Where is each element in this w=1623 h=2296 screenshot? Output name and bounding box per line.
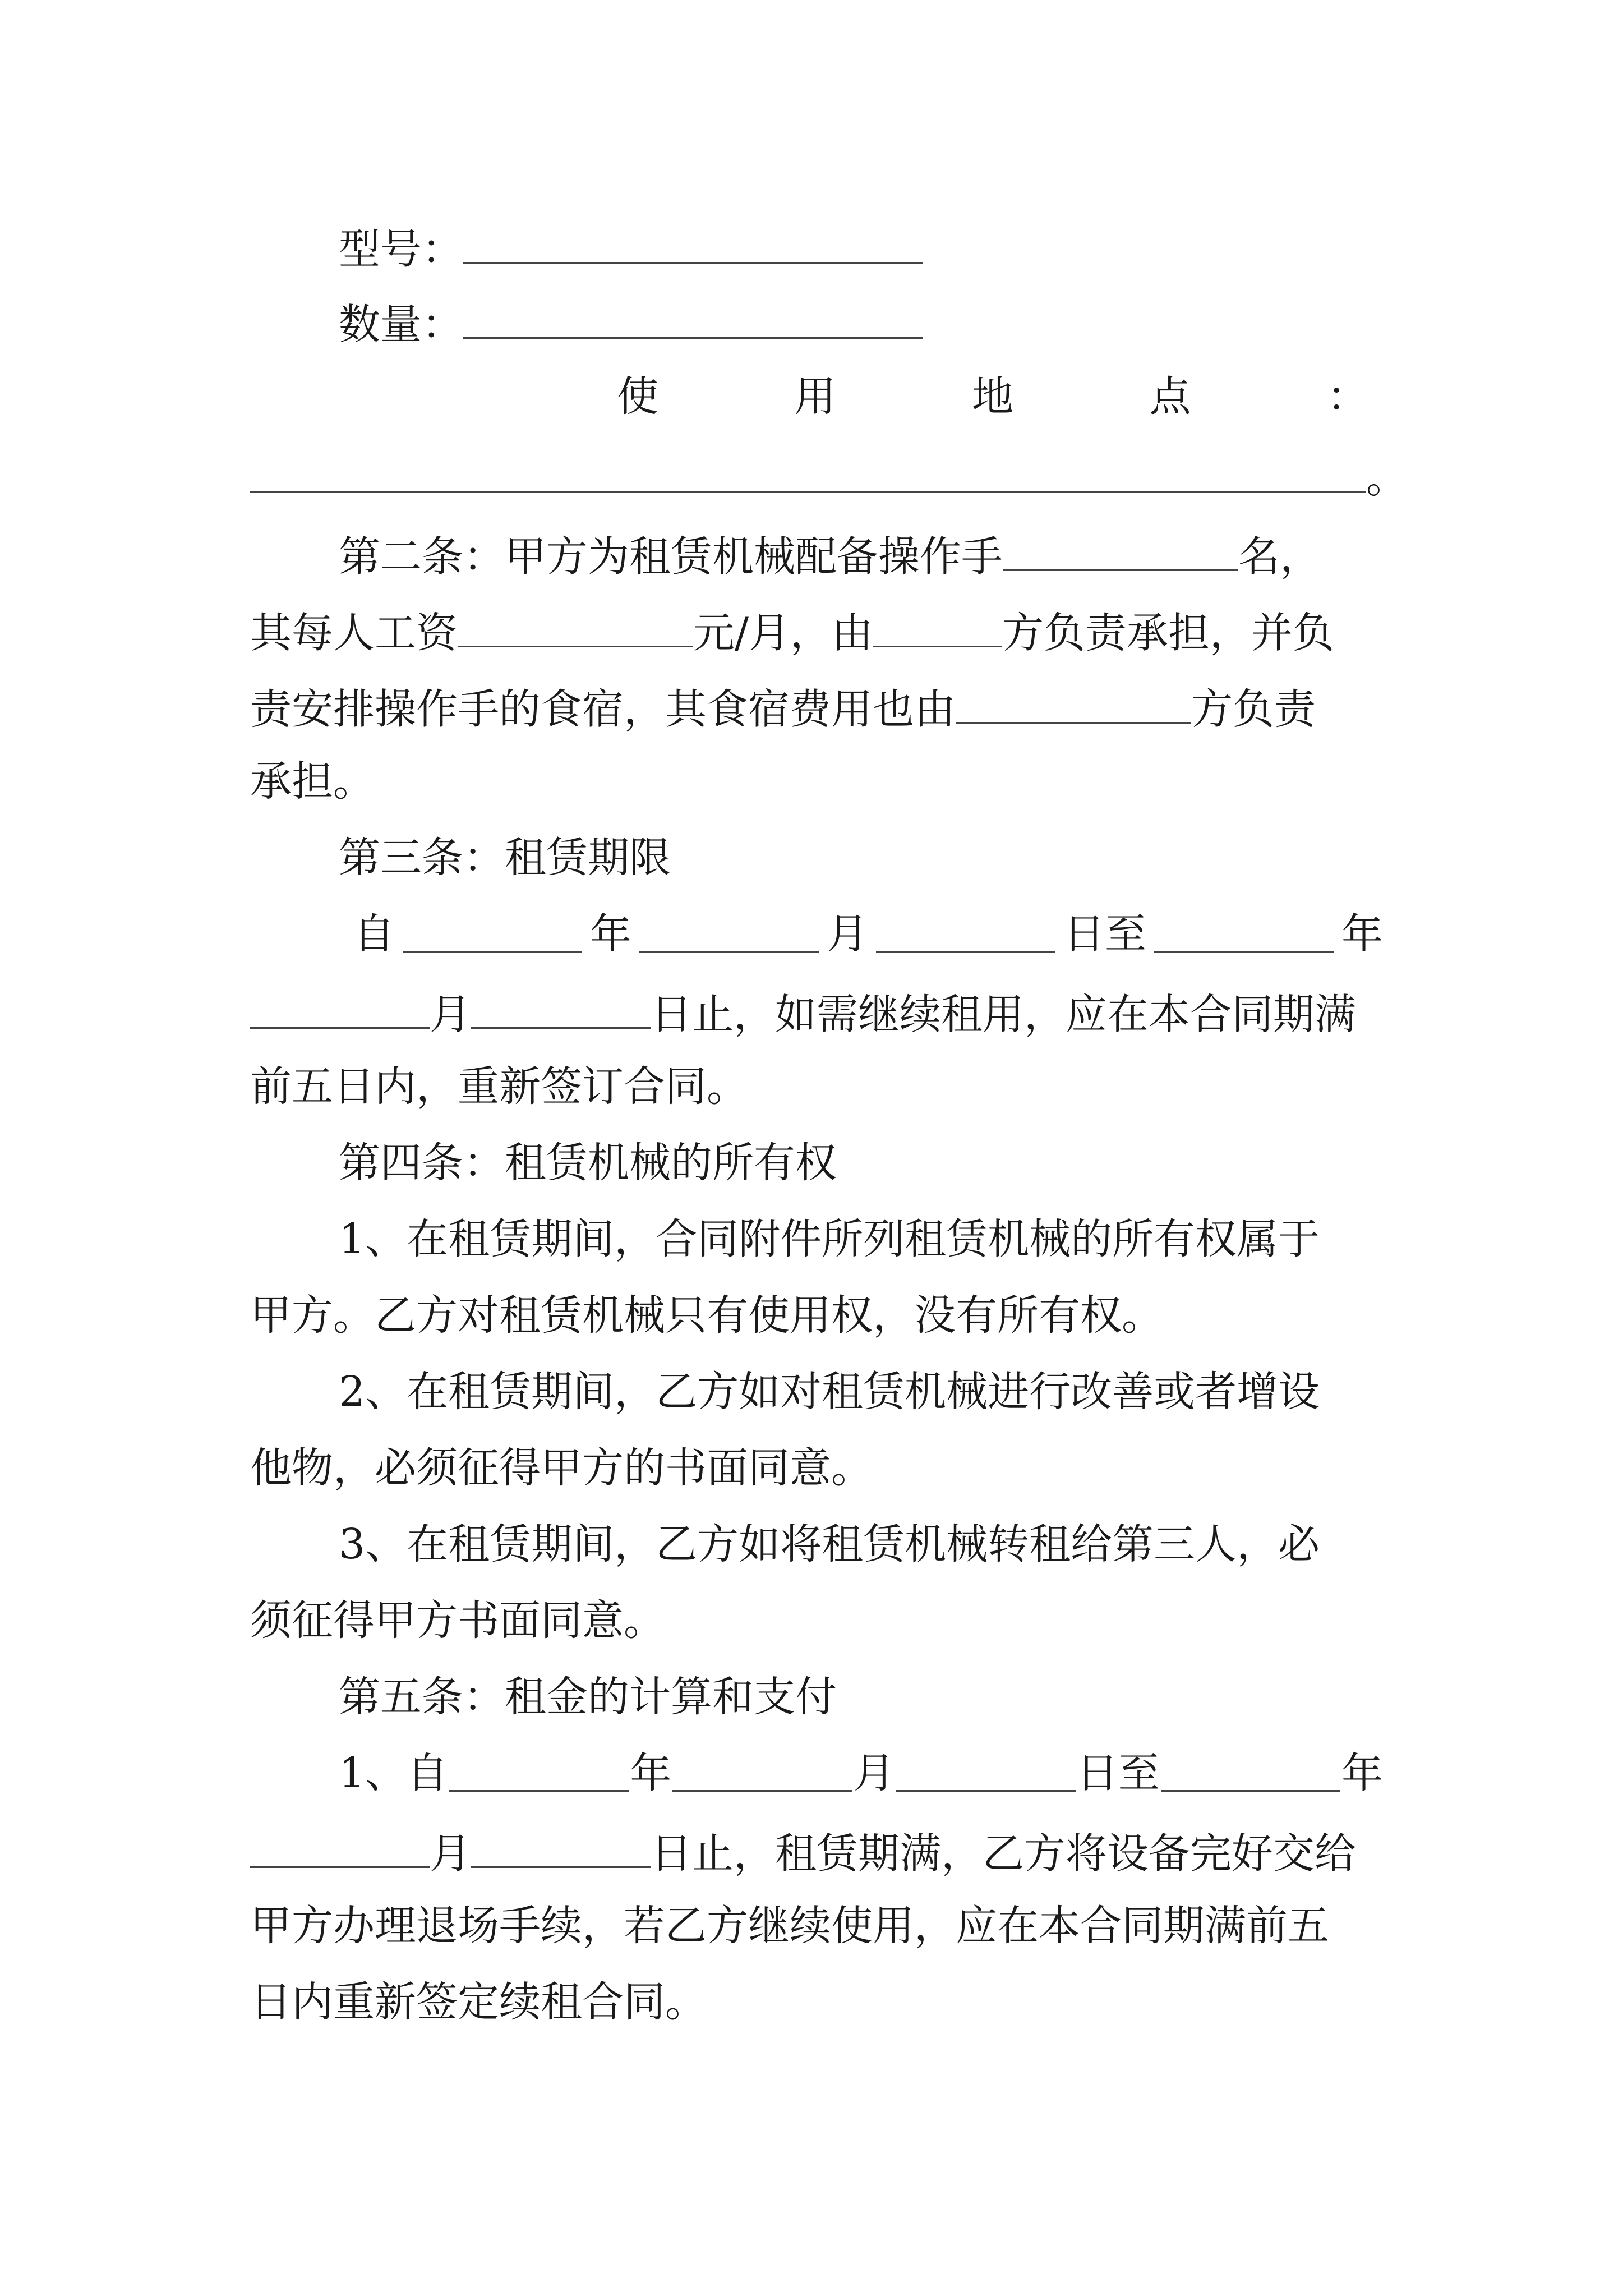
art4-title: 第四条：租赁机械的所有权 bbox=[339, 1139, 837, 1187]
art4-p3-line-2: 须征得甲方书面同意。 bbox=[250, 1596, 665, 1645]
pay-start-day-blank[interactable] bbox=[896, 1752, 1076, 1792]
art2-text: 承担。 bbox=[250, 757, 375, 806]
model-blank[interactable] bbox=[463, 224, 923, 264]
start-month-blank[interactable] bbox=[639, 913, 819, 953]
model-line bbox=[339, 224, 1472, 274]
art2-text: 元/月，由 bbox=[693, 609, 873, 657]
pay-start-month-blank[interactable] bbox=[672, 1752, 852, 1792]
end-month-blank[interactable] bbox=[250, 990, 430, 1029]
art5-text: 月 bbox=[430, 1829, 471, 1878]
location-char: 用 bbox=[794, 372, 836, 421]
model-label: 型号： bbox=[339, 225, 463, 274]
art5-text: 年 bbox=[1341, 1749, 1383, 1797]
location-char: ： bbox=[1327, 372, 1368, 421]
start-year-blank[interactable] bbox=[403, 913, 582, 953]
art5-text: 1、自 bbox=[339, 1749, 449, 1797]
salary-blank[interactable] bbox=[458, 608, 693, 647]
art2-text: 方负责 bbox=[1191, 685, 1316, 734]
art4-p2-line-2: 他物，必须征得甲方的书面同意。 bbox=[250, 1444, 873, 1492]
art5-line-3: 甲方办理退场手续，若乙方继续使用，应在本合同期满前五 bbox=[250, 1902, 1329, 1950]
art2-text: 其每人工资 bbox=[250, 609, 458, 657]
art3-text: 年 bbox=[1341, 910, 1383, 958]
art5-text: 日至 bbox=[1076, 1749, 1160, 1797]
art2-text: 责安排操作手的食宿，其食宿费用也由 bbox=[250, 685, 956, 734]
location-period: 。 bbox=[1366, 454, 1408, 503]
art4-p1-line-2: 甲方。乙方对租赁机械只有使用权，没有所有权。 bbox=[250, 1291, 1163, 1340]
quantity-blank[interactable] bbox=[463, 300, 923, 339]
art3-line-3: 前五日内，重新签订合同。 bbox=[250, 1062, 748, 1111]
location-char: 点 bbox=[1149, 372, 1191, 421]
pay-end-month-blank[interactable] bbox=[250, 1829, 430, 1868]
end-year-blank[interactable] bbox=[1154, 913, 1334, 953]
art5-text: 年 bbox=[630, 1749, 672, 1797]
art2-line-3 bbox=[250, 684, 1383, 734]
start-day-blank[interactable] bbox=[876, 913, 1055, 953]
art2-text: 方负责承担，并负 bbox=[1002, 609, 1334, 657]
art2-line-1 bbox=[339, 532, 1472, 581]
art5-text: 日止，租赁期满，乙方将设备完好交给 bbox=[651, 1829, 1356, 1878]
location-fill-line bbox=[250, 453, 1408, 503]
art3-date-line-2 bbox=[250, 990, 1383, 1039]
art4-p2-line-1: 2、在租赁期间，乙方如对租赁机械进行改善或者增设 bbox=[339, 1368, 1320, 1416]
art2-text: 名， bbox=[1238, 532, 1321, 581]
salary-party-blank[interactable] bbox=[873, 608, 1002, 647]
art5-title: 第五条：租金的计算和支付 bbox=[339, 1673, 837, 1721]
art3-text: 月 bbox=[430, 990, 471, 1039]
art3-title: 第三条：租赁期限 bbox=[339, 834, 671, 882]
art2-line-4 bbox=[250, 757, 1383, 806]
art5-date-line-2 bbox=[250, 1829, 1383, 1878]
art5-text: 月 bbox=[853, 1749, 895, 1797]
location-char: 地 bbox=[972, 372, 1013, 421]
art4-p3-line-1: 3、在租赁期间，乙方如将租赁机械转租给第三人，必 bbox=[339, 1520, 1320, 1568]
location-char: 使 bbox=[617, 372, 658, 421]
art2-line-2 bbox=[250, 608, 1383, 657]
art3-text: 月 bbox=[827, 910, 868, 958]
art3-text: 日至 bbox=[1063, 910, 1146, 958]
art3-text: 自 bbox=[353, 910, 395, 958]
art3-text: 年 bbox=[590, 910, 631, 958]
art2-text: 第二条：甲方为租赁机械配备操作手 bbox=[339, 532, 1003, 581]
art4-p1-line-1: 1、在租赁期间，合同附件所列租赁机械的所有权属于 bbox=[339, 1215, 1320, 1263]
pay-end-day-blank[interactable] bbox=[471, 1829, 651, 1868]
pay-start-year-blank[interactable] bbox=[449, 1752, 629, 1792]
quantity-label: 数量： bbox=[339, 300, 463, 349]
art3-text: 日止，如需继续租用，应在本合同期满 bbox=[651, 990, 1356, 1039]
operator-count-blank[interactable] bbox=[1003, 532, 1238, 571]
location-blank[interactable] bbox=[250, 453, 1366, 493]
pay-end-year-blank[interactable] bbox=[1161, 1752, 1340, 1792]
end-day-blank[interactable] bbox=[471, 990, 651, 1029]
art5-line-4: 日内重新签定续租合同。 bbox=[250, 1978, 707, 2026]
quantity-line bbox=[339, 300, 1472, 349]
location-line bbox=[617, 372, 1368, 421]
art3-date-line-1 bbox=[353, 910, 1383, 958]
board-party-blank[interactable] bbox=[956, 684, 1191, 724]
art5-date-line-1 bbox=[339, 1749, 1383, 1797]
